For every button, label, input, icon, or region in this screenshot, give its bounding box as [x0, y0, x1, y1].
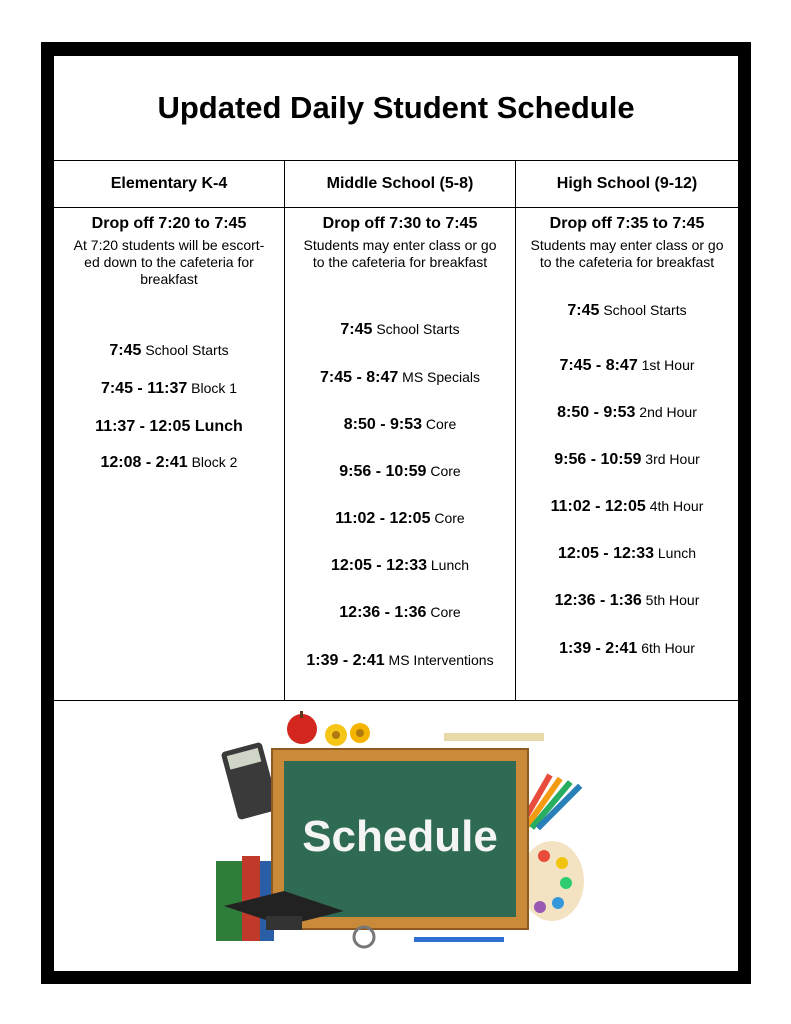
schedule-row: 7:45 School Starts — [567, 302, 687, 319]
calculator-icon — [221, 742, 280, 820]
column-elementary — [54, 160, 284, 700]
schedule-row: 7:45 School Starts — [109, 342, 229, 359]
schedule-row: 12:08 - 2:41 Block 2 — [100, 454, 238, 471]
drop-off-time: Drop off 7:35 to 7:45 — [549, 215, 705, 232]
schedule-row: 7:45 - 11:37 Block 1 — [100, 380, 238, 397]
schedule-sheet — [54, 56, 738, 971]
schedule-row: 12:05 - 12:33 Lunch — [557, 545, 697, 562]
pen-icon — [414, 937, 504, 942]
divider — [54, 700, 738, 701]
column-header: High School (9-12) — [556, 174, 698, 192]
drop-off-note: At 7:20 students will be escort- ed down to the cafeteria for breakfast — [73, 237, 265, 287]
schedule-row: 7:45 School Starts — [340, 321, 460, 338]
schedule-chalkboard-illustration — [214, 711, 584, 951]
column-header: Elementary K-4 — [110, 174, 228, 192]
flower-icon — [325, 723, 370, 746]
schedule-row: 11:02 - 12:05 4th Hour — [550, 498, 704, 515]
schedule-row: 7:45 - 8:47 1st Hour — [559, 357, 695, 374]
apple-icon — [287, 711, 317, 744]
chalkboard-text: Schedule — [302, 812, 498, 861]
schedule-row: 1:39 - 2:41 MS Interventions — [306, 652, 494, 669]
schedule-row: 7:45 - 8:47 MS Specials — [320, 369, 480, 386]
schedule-row: 12:36 - 1:36 Core — [339, 604, 461, 621]
schedule-row: 1:39 - 2:41 6th Hour — [559, 640, 695, 657]
drop-off-time: Drop off 7:20 to 7:45 — [91, 215, 247, 232]
drop-off-time: Drop off 7:30 to 7:45 — [322, 215, 478, 232]
column-header: Middle School (5-8) — [326, 174, 474, 192]
column-middle-school — [285, 160, 515, 700]
schedule-row: 12:05 - 12:33 Lunch — [330, 557, 470, 574]
column-high-school — [516, 160, 738, 700]
schedule-row: 9:56 - 10:59 3rd Hour — [554, 451, 700, 468]
ruler-icon — [444, 733, 544, 741]
schedule-row: 8:50 - 9:53 2nd Hour — [557, 404, 697, 421]
schedule-row: 11:02 - 12:05 Core — [335, 510, 465, 527]
schedule-row: 9:56 - 10:59 Core — [339, 463, 461, 480]
page-title: Updated Daily Student Schedule — [157, 90, 635, 125]
paint-palette-icon — [520, 841, 584, 921]
schedule-row: 8:50 - 9:53 Core — [343, 416, 457, 433]
drop-off-note: Students may enter class or go to the cafeteria for breakfast — [303, 237, 497, 270]
drop-off-note: Students may enter class or go to the cafeteria for breakfast — [530, 237, 724, 270]
schedule-row: 12:36 - 1:36 5th Hour — [554, 592, 700, 609]
schedule-row: 11:37 - 12:05 Lunch — [95, 418, 243, 435]
